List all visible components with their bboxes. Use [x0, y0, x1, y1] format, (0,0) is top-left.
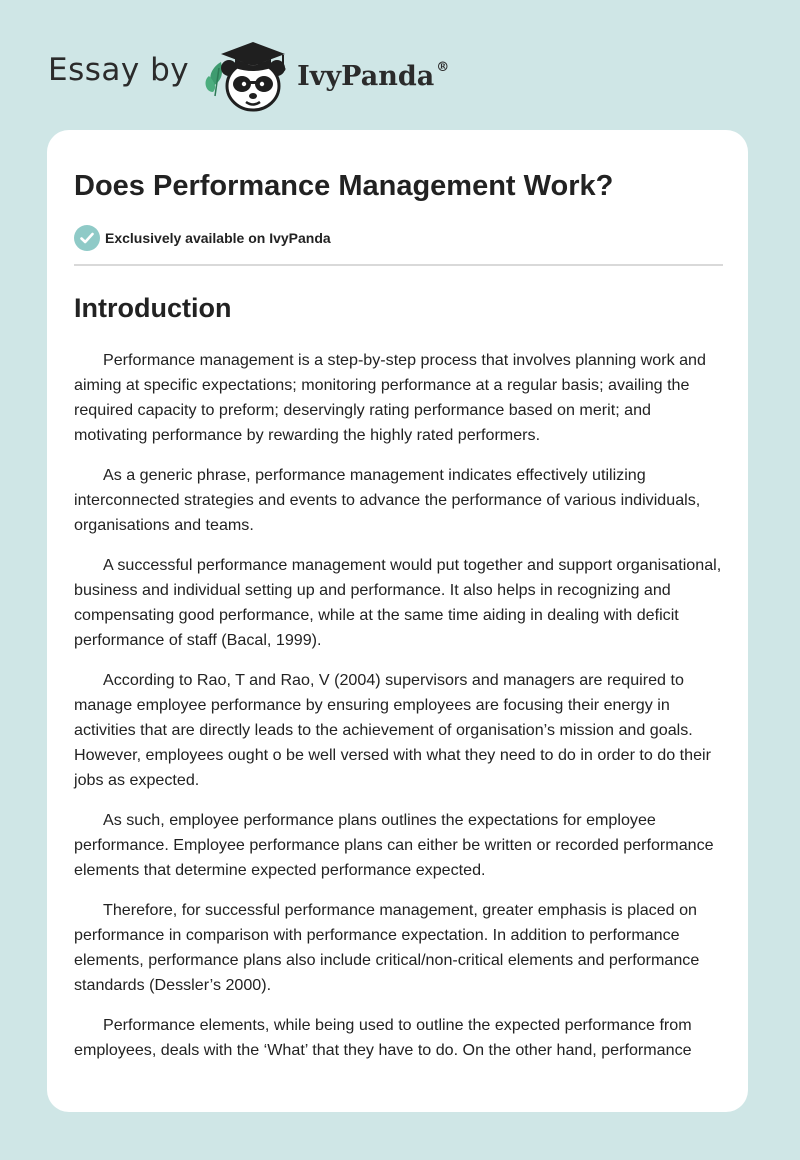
paragraph: As a generic phrase, performance management indicates effectively utilizing interconnected strategies and events to advance the performance of various individuals, organisations and teams. [74, 466, 701, 534]
exclusive-badge [74, 225, 723, 251]
paragraph: As such, employee performance plans outlines the expectations for employee performance. Employee performance plans can either be written or recorded performance elements that determine expected performance expected. [74, 811, 714, 879]
brand-name-text: IvyPanda [297, 61, 435, 92]
paragraph: Performance management is a step-by-step process that involves planning work and aiming at specific expectations; monitoring performance at a regular basis; availing the required capacity to preform; deservingly rating performance based on merit; and motivating performance by rewarding the highly rated performers. [74, 351, 706, 444]
paragraph: Therefore, for successful performance management, greater emphasis is placed on performance in comparison with performance expectation. In addition to performance elements, performance plans also include critical/non-critical elements and performance standards (Dessler’s 2000). [74, 901, 700, 994]
paragraph: According to Rao, T and Rao, V (2004) supervisors and managers are required to manage employee performance by ensuring employees are focusing their energy in activities that are directly leads to the achievement of organisation’s mission and goals. However, employees ought o be well versed with what they need to do in order to do their jobs as expected. [74, 671, 711, 789]
site-header [48, 34, 508, 114]
paragraph: A successful performance management would put together and support organisational, business and individual setting up and performance. It also helps in recognizing and compensating good performance, while at the same time aiding in dealing with deficit performance of staff (Bacal, 1999). [74, 556, 722, 649]
section-heading: Introduction [74, 293, 232, 323]
essay-card [47, 130, 748, 1112]
essay-title: Does Performance Management Work? [74, 170, 614, 202]
exclusive-badge-label: Exclusively available on IvyPanda [105, 230, 331, 246]
brand-name[interactable] [297, 60, 449, 92]
title-divider [74, 264, 723, 266]
essay-content [74, 130, 723, 1063]
paragraph: Performance elements, while being used to outline the expected performance from employees, deals with the ‘What’ that they have to do. On the other hand, performance [74, 1016, 692, 1059]
registered-mark: ® [436, 60, 450, 75]
panda-logo-icon[interactable] [203, 34, 295, 114]
check-icon [74, 225, 100, 251]
essay-by-label: Essay by [48, 52, 190, 88]
